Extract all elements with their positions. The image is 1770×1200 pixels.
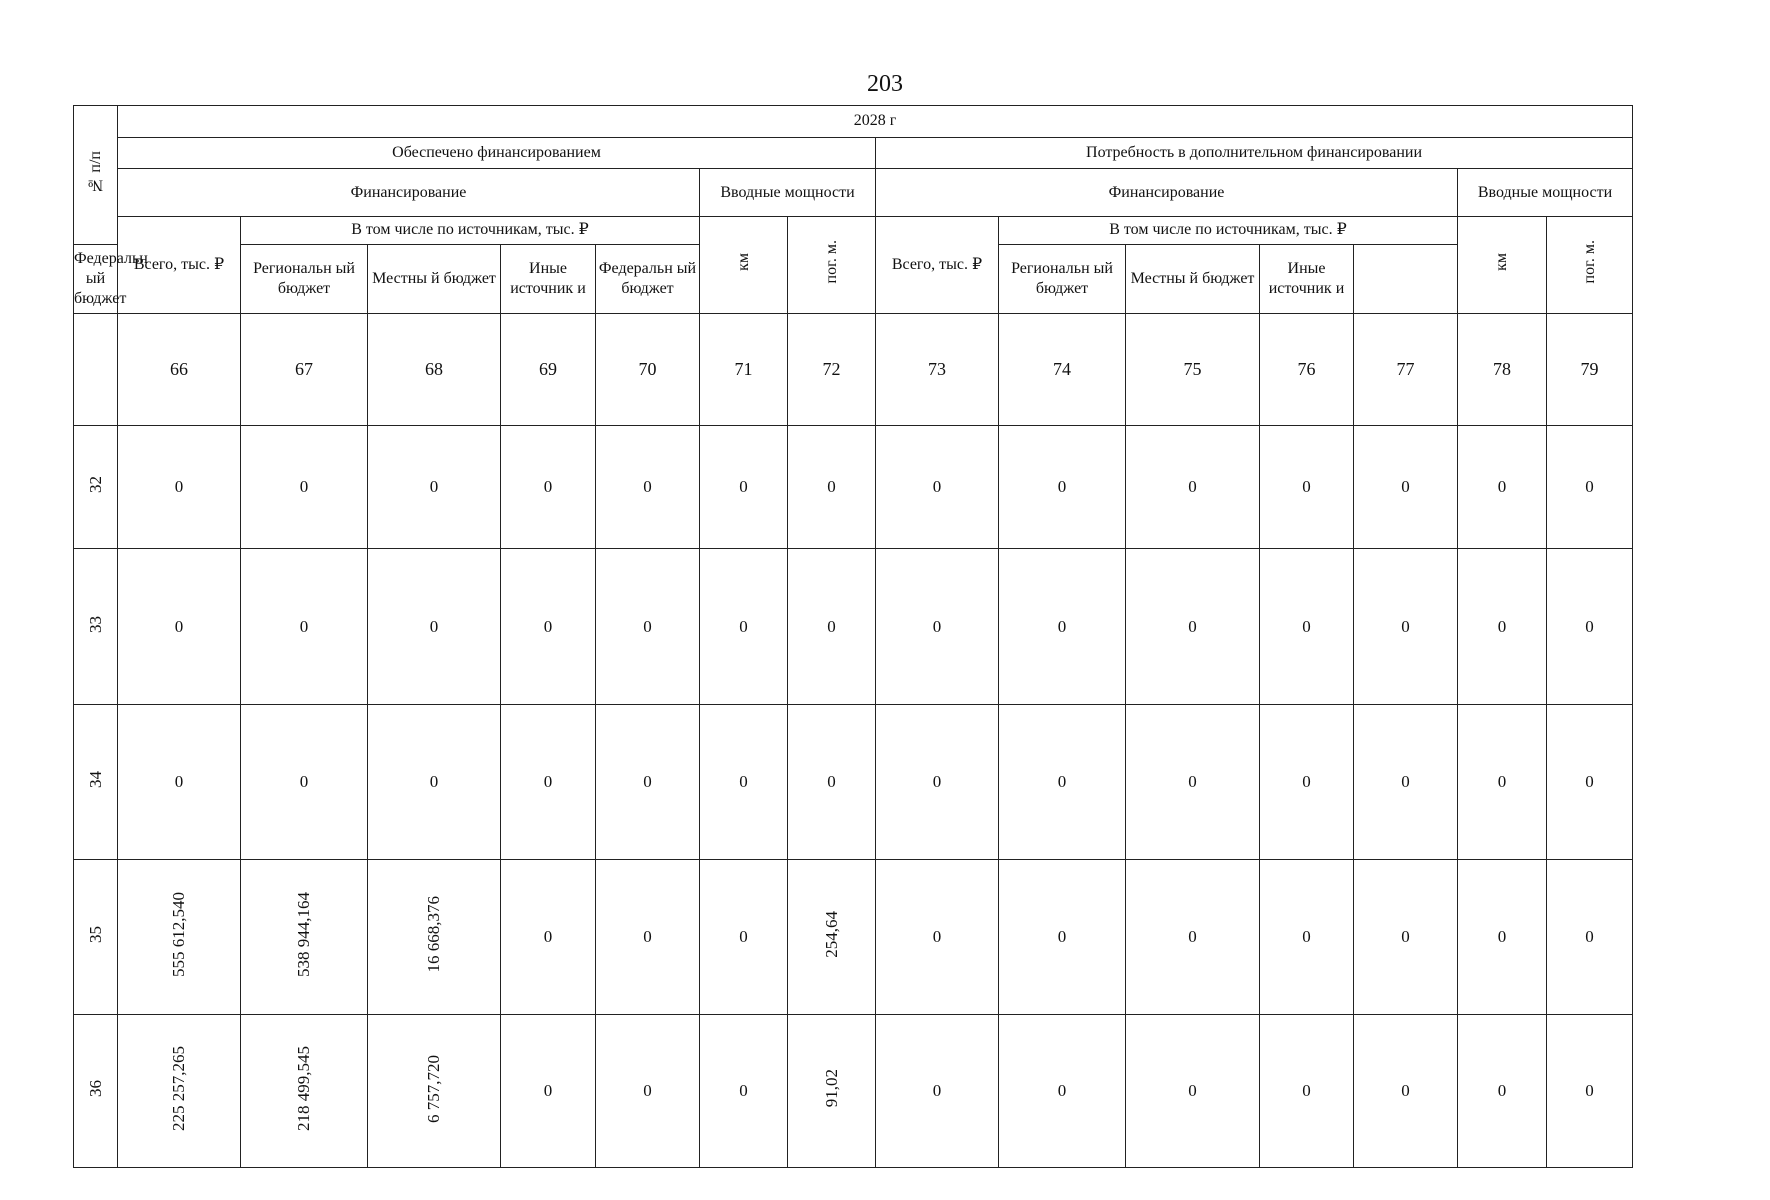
table-row: [74, 426, 1633, 549]
table-cell: [596, 426, 700, 549]
column-number: 70: [596, 313, 700, 425]
cell-value: 0: [429, 477, 439, 497]
column-number: 67: [241, 313, 368, 425]
table-row: [74, 1015, 1633, 1168]
funded-pog-label: пог. м.: [822, 240, 840, 284]
row-number-header: [74, 106, 118, 245]
cell-value: 0: [1302, 477, 1311, 497]
table-cell: [700, 705, 788, 860]
table-cell: [368, 549, 501, 705]
table-cell: [999, 705, 1126, 860]
row-number-header-label: № п/п: [86, 150, 104, 194]
cell-value: 0: [827, 477, 836, 497]
cell-value: 218 499,545: [294, 1046, 313, 1132]
cell-value: 0: [739, 616, 748, 636]
table-cell: [1126, 860, 1260, 1015]
table-cell: [999, 860, 1126, 1015]
cell-value: 0: [1585, 477, 1594, 497]
cell-value: 0: [299, 477, 309, 497]
table-cell: [118, 426, 241, 549]
table-cell: [788, 860, 876, 1015]
cell-value: 0: [739, 477, 748, 497]
cell-value: 0: [739, 1081, 748, 1101]
table-cell: [241, 860, 368, 1015]
table-cell: [788, 549, 876, 705]
cell-value: 0: [1401, 477, 1410, 497]
table-cell: [999, 426, 1126, 549]
table-cell: [700, 1015, 788, 1168]
row-number: [74, 1015, 118, 1168]
table-cell: [700, 549, 788, 705]
cell-value: 538 944,164: [294, 892, 313, 978]
cell-value: 0: [932, 616, 942, 636]
table-cell: [118, 860, 241, 1015]
cell-value: 0: [1188, 1081, 1197, 1101]
table-cell: [1354, 549, 1458, 705]
cell-value: 0: [1057, 772, 1067, 792]
funded-federal-header: Федеральн ый бюджет: [74, 244, 118, 313]
row-number-label: 35: [85, 926, 105, 944]
table-cell: [1547, 1015, 1633, 1168]
cell-value: 0: [1057, 1081, 1067, 1101]
table-cell: [1126, 705, 1260, 860]
row-number-label: 36: [85, 1080, 105, 1098]
cell-value: 254,64: [821, 911, 841, 958]
column-number-row: [74, 313, 1633, 425]
table-cell: [596, 860, 700, 1015]
cell-value: 0: [932, 927, 942, 947]
column-number: 76: [1260, 313, 1354, 425]
table-cell: [1126, 549, 1260, 705]
cell-value: 0: [543, 772, 553, 792]
cell-value: 0: [1497, 927, 1507, 947]
cell-value: 0: [1302, 1081, 1311, 1101]
row-number: [74, 426, 118, 549]
cell-value: 0: [827, 772, 836, 792]
table-cell: [1547, 860, 1633, 1015]
table-cell: [1458, 705, 1547, 860]
column-number: 75: [1126, 313, 1260, 425]
table-cell: [368, 426, 501, 549]
table-cell: [876, 1015, 999, 1168]
additional-financing-header: Финансирование: [876, 169, 1458, 217]
cell-value: 0: [299, 772, 309, 792]
table-cell: [501, 426, 596, 549]
year-header: 2028 г: [118, 106, 1633, 138]
column-number: 71: [700, 313, 788, 425]
table-cell: [876, 549, 999, 705]
cell-value: 0: [1188, 927, 1197, 947]
table-cell: [118, 705, 241, 860]
cell-value: 0: [1585, 772, 1594, 792]
table-cell: [1260, 860, 1354, 1015]
additional-local-header: Местны й бюджет: [1126, 244, 1260, 313]
table-cell: [1354, 705, 1458, 860]
cell-value: 0: [1188, 616, 1197, 636]
cell-value: 0: [1497, 772, 1507, 792]
table-cell: [1547, 705, 1633, 860]
funded-pog-header: [788, 217, 876, 314]
cell-value: 0: [643, 477, 652, 497]
table-cell: [501, 860, 596, 1015]
cell-value: 0: [932, 772, 942, 792]
table-cell: [241, 426, 368, 549]
table-cell: [1126, 1015, 1260, 1168]
cell-value: 0: [174, 477, 184, 497]
table-row: [74, 549, 1633, 705]
table-cell: [368, 860, 501, 1015]
cell-value: 0: [932, 477, 942, 497]
table-cell: [368, 1015, 501, 1168]
cell-value: 0: [429, 772, 439, 792]
table-cell: [1458, 860, 1547, 1015]
row-number: [74, 549, 118, 705]
table-cell: [241, 705, 368, 860]
additional-need-group-header: Потребность в дополнительном финансировании: [876, 137, 1633, 169]
funded-other-header: Иные источник и: [501, 244, 596, 313]
cell-value: 555 612,540: [169, 892, 188, 978]
funded-km-header: [700, 217, 788, 314]
table-cell: [1547, 426, 1633, 549]
additional-total-header: Всего, тыс. ₽: [876, 217, 999, 314]
cell-value: 0: [739, 927, 748, 947]
funded-group-header: Обеспечено финансированием: [118, 137, 876, 169]
table-cell: [118, 549, 241, 705]
page-number: 203: [867, 71, 903, 97]
financing-table: [73, 105, 1633, 1168]
table-cell: [501, 549, 596, 705]
cell-value: 16 668,376: [424, 896, 443, 973]
column-number: 73: [876, 313, 999, 425]
funded-financing-header: Финансирование: [118, 169, 700, 217]
cell-value: 91,02: [821, 1069, 841, 1108]
cell-value: 0: [1497, 1081, 1507, 1101]
additional-km-label: км: [1493, 253, 1510, 271]
column-number: 74: [999, 313, 1126, 425]
table-cell: [876, 860, 999, 1015]
cell-value: 0: [543, 616, 553, 636]
table-row: [74, 705, 1633, 860]
cell-value: 0: [1302, 927, 1311, 947]
cell-value: 225 257,265: [169, 1046, 188, 1132]
cell-value: 6 757,720: [424, 1054, 443, 1123]
cell-value: 0: [827, 616, 836, 636]
additional-km-header: [1458, 217, 1547, 314]
column-number: 66: [118, 313, 241, 425]
table-cell: [1354, 860, 1458, 1015]
additional-federal-header: Федеральн ый бюджет: [596, 244, 700, 313]
cell-value: 0: [543, 927, 553, 947]
cell-value: 0: [299, 616, 309, 636]
table-cell: [1458, 1015, 1547, 1168]
cell-value: 0: [1057, 927, 1067, 947]
cell-value: 0: [932, 1081, 942, 1101]
cell-value: 0: [1057, 477, 1067, 497]
cell-value: 0: [1188, 772, 1197, 792]
table-cell: [876, 705, 999, 860]
table-cell: [241, 549, 368, 705]
funded-local-header: Местны й бюджет: [368, 244, 501, 313]
cell-value: 0: [739, 772, 748, 792]
table-cell: [788, 1015, 876, 1168]
funded-capacity-header: Вводные мощности: [700, 169, 876, 217]
table-cell: [368, 705, 501, 860]
cell-value: 0: [174, 616, 184, 636]
additional-capacity-header: Вводные мощности: [1458, 169, 1633, 217]
table-cell: [1126, 426, 1260, 549]
column-number-blank: [74, 313, 118, 425]
row-number-label: 32: [85, 476, 105, 494]
table-cell: [118, 1015, 241, 1168]
cell-value: 0: [1302, 772, 1311, 792]
table-cell: [876, 426, 999, 549]
column-number: 69: [501, 313, 596, 425]
cell-value: 0: [1497, 616, 1507, 636]
table-cell: [1260, 426, 1354, 549]
cell-value: 0: [1401, 1081, 1410, 1101]
table-cell: [1354, 426, 1458, 549]
table-cell: [1260, 705, 1354, 860]
additional-sources-header: В том числе по источникам, тыс. ₽: [999, 217, 1458, 245]
cell-value: 0: [1585, 616, 1594, 636]
table-cell: [596, 549, 700, 705]
table-cell: [1260, 549, 1354, 705]
additional-pog-header: [1547, 217, 1633, 314]
column-number: 72: [788, 313, 876, 425]
additional-regional-header: Региональн ый бюджет: [999, 244, 1126, 313]
column-number: 78: [1458, 313, 1547, 425]
cell-value: 0: [1057, 616, 1067, 636]
cell-value: 0: [429, 616, 439, 636]
cell-value: 0: [1585, 1081, 1594, 1101]
additional-pog-label: пог. м.: [1580, 240, 1598, 284]
table-cell: [1458, 426, 1547, 549]
table-cell: [788, 705, 876, 860]
table-cell: [1547, 549, 1633, 705]
table-body: [74, 426, 1633, 1168]
funded-total-header: Всего, тыс. ₽: [118, 217, 241, 314]
table-cell: [1260, 1015, 1354, 1168]
cell-value: 0: [1401, 616, 1410, 636]
table-cell: [700, 860, 788, 1015]
cell-value: 0: [643, 1081, 652, 1101]
table-cell: [1354, 1015, 1458, 1168]
table-cell: [241, 1015, 368, 1168]
table-row: [74, 860, 1633, 1015]
funded-sources-header: В том числе по источникам, тыс. ₽: [241, 217, 700, 245]
row-number-label: 33: [85, 615, 105, 633]
cell-value: 0: [543, 1081, 553, 1101]
cell-value: 0: [1188, 477, 1197, 497]
table-cell: [788, 426, 876, 549]
table-cell: [999, 549, 1126, 705]
cell-value: 0: [174, 772, 184, 792]
table-cell: [1458, 549, 1547, 705]
row-number: [74, 705, 118, 860]
cell-value: 0: [1585, 927, 1594, 947]
funded-km-label: км: [734, 253, 752, 271]
row-number-label: 34: [85, 771, 105, 789]
cell-value: 0: [643, 772, 652, 792]
cell-value: 0: [1497, 477, 1507, 497]
cell-value: 0: [643, 927, 652, 947]
cell-value: 0: [1401, 772, 1410, 792]
funded-regional-header: Региональн ый бюджет: [241, 244, 368, 313]
table-cell: [999, 1015, 1126, 1168]
column-number: 68: [368, 313, 501, 425]
table-cell: [501, 705, 596, 860]
row-number: [74, 860, 118, 1015]
column-number: 77: [1354, 313, 1458, 425]
cell-value: 0: [1401, 927, 1410, 947]
table-cell: [501, 1015, 596, 1168]
cell-value: 0: [543, 477, 553, 497]
additional-other-header: Иные источник и: [1260, 244, 1354, 313]
cell-value: 0: [643, 616, 652, 636]
cell-value: 0: [1302, 616, 1311, 636]
table-cell: [596, 705, 700, 860]
table-cell: [596, 1015, 700, 1168]
column-number: 79: [1547, 313, 1633, 425]
table-cell: [700, 426, 788, 549]
